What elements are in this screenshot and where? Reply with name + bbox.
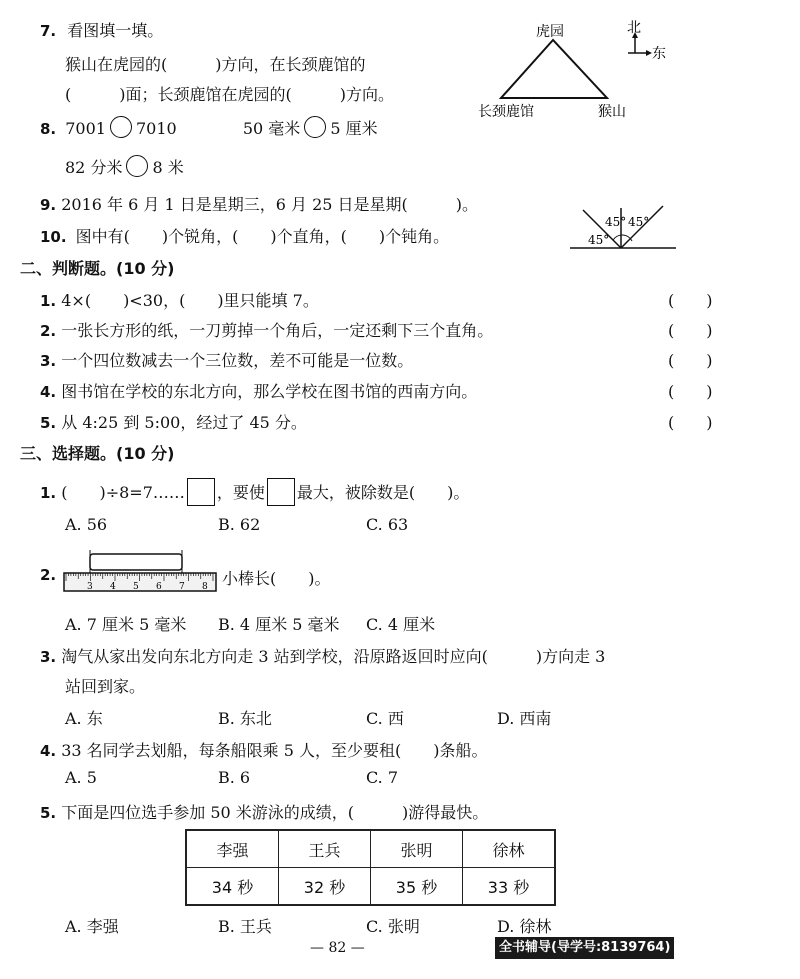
choice-q3-option-b[interactable]: B. 东北 xyxy=(218,709,272,728)
q8-a-compare-circle[interactable] xyxy=(110,116,132,138)
choice-q4-option-a[interactable]: A. 5 xyxy=(65,768,97,787)
choice-q3-option-a[interactable]: A. 东 xyxy=(65,709,103,728)
judge-item-4-text: 图书馆在学校的东北方向，那么学校在图书馆的西南方向。 xyxy=(61,382,478,401)
judge-item-5 xyxy=(40,410,720,433)
q8-a-right: 7010 xyxy=(135,119,177,138)
q8-number: 8. xyxy=(40,120,57,138)
choice-q4-option-c[interactable]: C. 7 xyxy=(366,768,399,787)
compass-east-label: 东 xyxy=(652,46,666,62)
judge-item-3-number: 3. xyxy=(40,352,57,370)
q7-title: 看图填一填。 xyxy=(67,21,164,40)
map-label-tiger: 虎园 xyxy=(536,24,564,40)
choice-q5-option-b[interactable]: B. 王兵 xyxy=(218,917,272,936)
judge-item-1-number: 1. xyxy=(40,292,57,310)
ruler-tick-label: 3 xyxy=(87,582,93,592)
q9-line xyxy=(40,192,478,215)
choice-q1-option-b[interactable]: B. 62 xyxy=(218,515,261,534)
angle-label-3: 45° xyxy=(588,233,610,247)
q10-angle-diagram xyxy=(568,196,678,254)
choice-q5-number: 5. xyxy=(40,804,57,822)
ruler-diagram xyxy=(62,546,218,596)
table-header-cell: 王兵 xyxy=(279,830,371,868)
q8-c-left: 82 分米 xyxy=(65,158,123,177)
choice-q2-option-c[interactable]: C. 4 厘米 xyxy=(366,615,436,634)
choice-q2-number: 2. xyxy=(40,566,57,584)
table-header-cell: 李强 xyxy=(186,830,279,868)
choice-q5-line xyxy=(40,800,488,823)
judge-item-5-text: 从 4:25 到 5:00，经过了 45 分。 xyxy=(61,413,307,432)
choice-q1-line xyxy=(40,478,469,506)
choice-q5-option-a[interactable]: A. 李强 xyxy=(65,917,119,936)
q7-number: 7. xyxy=(40,22,57,40)
choice-q1-option-c[interactable]: C. 63 xyxy=(366,515,409,534)
judge-item-4-number: 4. xyxy=(40,383,57,401)
section-3-title: 三、选择题。(10 分) xyxy=(20,444,175,463)
q8-b-compare-circle[interactable] xyxy=(304,116,326,138)
judge-item-3-text: 一个四位数减去一个三位数，差不可能是一位数。 xyxy=(61,351,414,370)
q8-line1 xyxy=(40,116,378,139)
choice-q1-post: 最大，被除数是( )。 xyxy=(296,483,470,502)
table-header-cell: 徐林 xyxy=(463,830,556,868)
judge-item-5-number: 5. xyxy=(40,414,57,432)
ruler-tick-label: 6 xyxy=(156,582,162,592)
ruler-tick-label: 8 xyxy=(202,582,208,592)
judge-item-3 xyxy=(40,348,720,371)
choice-q5-text: 下面是四位选手参加 50 米游泳的成绩，( )游得最快。 xyxy=(61,803,489,822)
q8-b-left: 50 毫米 xyxy=(242,119,301,138)
q8-line2 xyxy=(65,155,184,178)
section-2-title: 二、判断题。(10 分) xyxy=(20,259,175,278)
q9-number: 9. xyxy=(40,196,57,214)
choice-q4-text: 33 名同学去划船，每条船限乘 5 人，至少要租( )条船。 xyxy=(61,741,488,760)
swim-results-table xyxy=(185,829,556,906)
choice-q4-line xyxy=(40,738,488,761)
table-cell: 32 秒 xyxy=(279,868,371,906)
q9-text: 2016 年 6 月 1 日是星期三，6 月 25 日是星期( )。 xyxy=(61,195,479,214)
choice-q4-option-b[interactable]: B. 6 xyxy=(218,768,251,787)
ruler-tick-label: 5 xyxy=(133,582,139,592)
choice-q1-number: 1. xyxy=(40,484,57,502)
book-badge: 全书辅导(导学号:8139764) xyxy=(495,937,674,959)
judge-item-2-number: 2. xyxy=(40,322,57,340)
choice-q3-option-d[interactable]: D. 西南 xyxy=(497,709,552,728)
choice-q5-option-c[interactable]: C. 张明 xyxy=(366,917,420,936)
stick xyxy=(90,554,182,570)
choice-q2-option-a[interactable]: A. 7 厘米 5 毫米 xyxy=(65,615,187,634)
choice-q3-text-1: 淘气从家出发向东北方向走 3 站到学校，沿原路返回时应向( )方向走 3 xyxy=(61,647,606,666)
choice-q1-option-a[interactable]: A. 56 xyxy=(65,515,108,534)
q8-a-left: 7001 xyxy=(65,119,106,138)
judge-item-5-answer[interactable]: ( ) xyxy=(668,413,713,432)
judge-item-1-answer[interactable]: ( ) xyxy=(668,291,713,310)
ruler-tick-label: 7 xyxy=(179,582,185,592)
choice-q4-number: 4. xyxy=(40,742,57,760)
angle-label-1: 45° xyxy=(605,215,627,229)
choice-q1-remainder-box-2[interactable] xyxy=(267,478,295,506)
q10-text: 图中有( )个锐角，( )个直角，( )个钝角。 xyxy=(75,227,450,246)
table-cell: 34 秒 xyxy=(186,868,279,906)
q8-c-right: 8 米 xyxy=(152,158,184,177)
judge-item-1-text: 4×( )<30，( )里只能填 7。 xyxy=(61,291,319,310)
angle-label-2: 45° xyxy=(628,215,650,229)
q8-b-right: 5 厘米 xyxy=(330,119,378,138)
choice-q3-number: 3. xyxy=(40,648,57,666)
choice-q1-pre: ( )÷8=7…… xyxy=(61,483,185,502)
map-label-giraffe: 长颈鹿馆 xyxy=(478,104,534,120)
compass-north-label: 北 xyxy=(627,20,641,36)
choice-q1-remainder-box[interactable] xyxy=(187,478,215,506)
choice-q5-option-d[interactable]: D. 徐林 xyxy=(497,917,552,936)
table-cell: 33 秒 xyxy=(463,868,556,906)
ruler-tick-label: 4 xyxy=(110,582,116,592)
judge-item-2-answer[interactable]: ( ) xyxy=(668,321,713,340)
judge-item-3-answer[interactable]: ( ) xyxy=(668,351,713,370)
q10-line xyxy=(40,224,449,247)
map-triangle xyxy=(501,40,607,98)
q7-line1: 猴山在虎园的( )方向，在长颈鹿馆的 xyxy=(65,55,366,74)
choice-q2-option-b[interactable]: B. 4 厘米 5 毫米 xyxy=(218,615,340,634)
choice-q1-mid: ，要使 xyxy=(216,483,265,502)
choice-q2-text: 小棒长( )。 xyxy=(222,569,331,588)
judge-item-2-text: 一张长方形的纸，一刀剪掉一个角后，一定还剩下三个直角。 xyxy=(61,321,494,340)
q8-c-compare-circle[interactable] xyxy=(126,155,148,177)
choice-q3-line2: 站回到家。 xyxy=(65,677,146,696)
judge-item-1 xyxy=(40,288,720,311)
q7-line2: ( )面；长颈鹿馆在虎园的( )方向。 xyxy=(65,85,394,104)
table-row xyxy=(186,868,555,906)
q10-number: 10. xyxy=(40,228,67,246)
page-number: — 82 — xyxy=(310,940,365,956)
table-row xyxy=(186,830,555,868)
judge-item-4 xyxy=(40,379,720,402)
choice-q3-line1 xyxy=(40,644,605,667)
choice-q3-option-c[interactable]: C. 西 xyxy=(366,709,404,728)
judge-item-4-answer[interactable]: ( ) xyxy=(668,382,713,401)
q7-map-diagram xyxy=(470,18,680,128)
map-label-monkey: 猴山 xyxy=(598,104,626,120)
table-header-cell: 张明 xyxy=(371,830,463,868)
q7-line-title xyxy=(40,18,163,41)
table-cell: 35 秒 xyxy=(371,868,463,906)
judge-item-2 xyxy=(40,318,720,341)
